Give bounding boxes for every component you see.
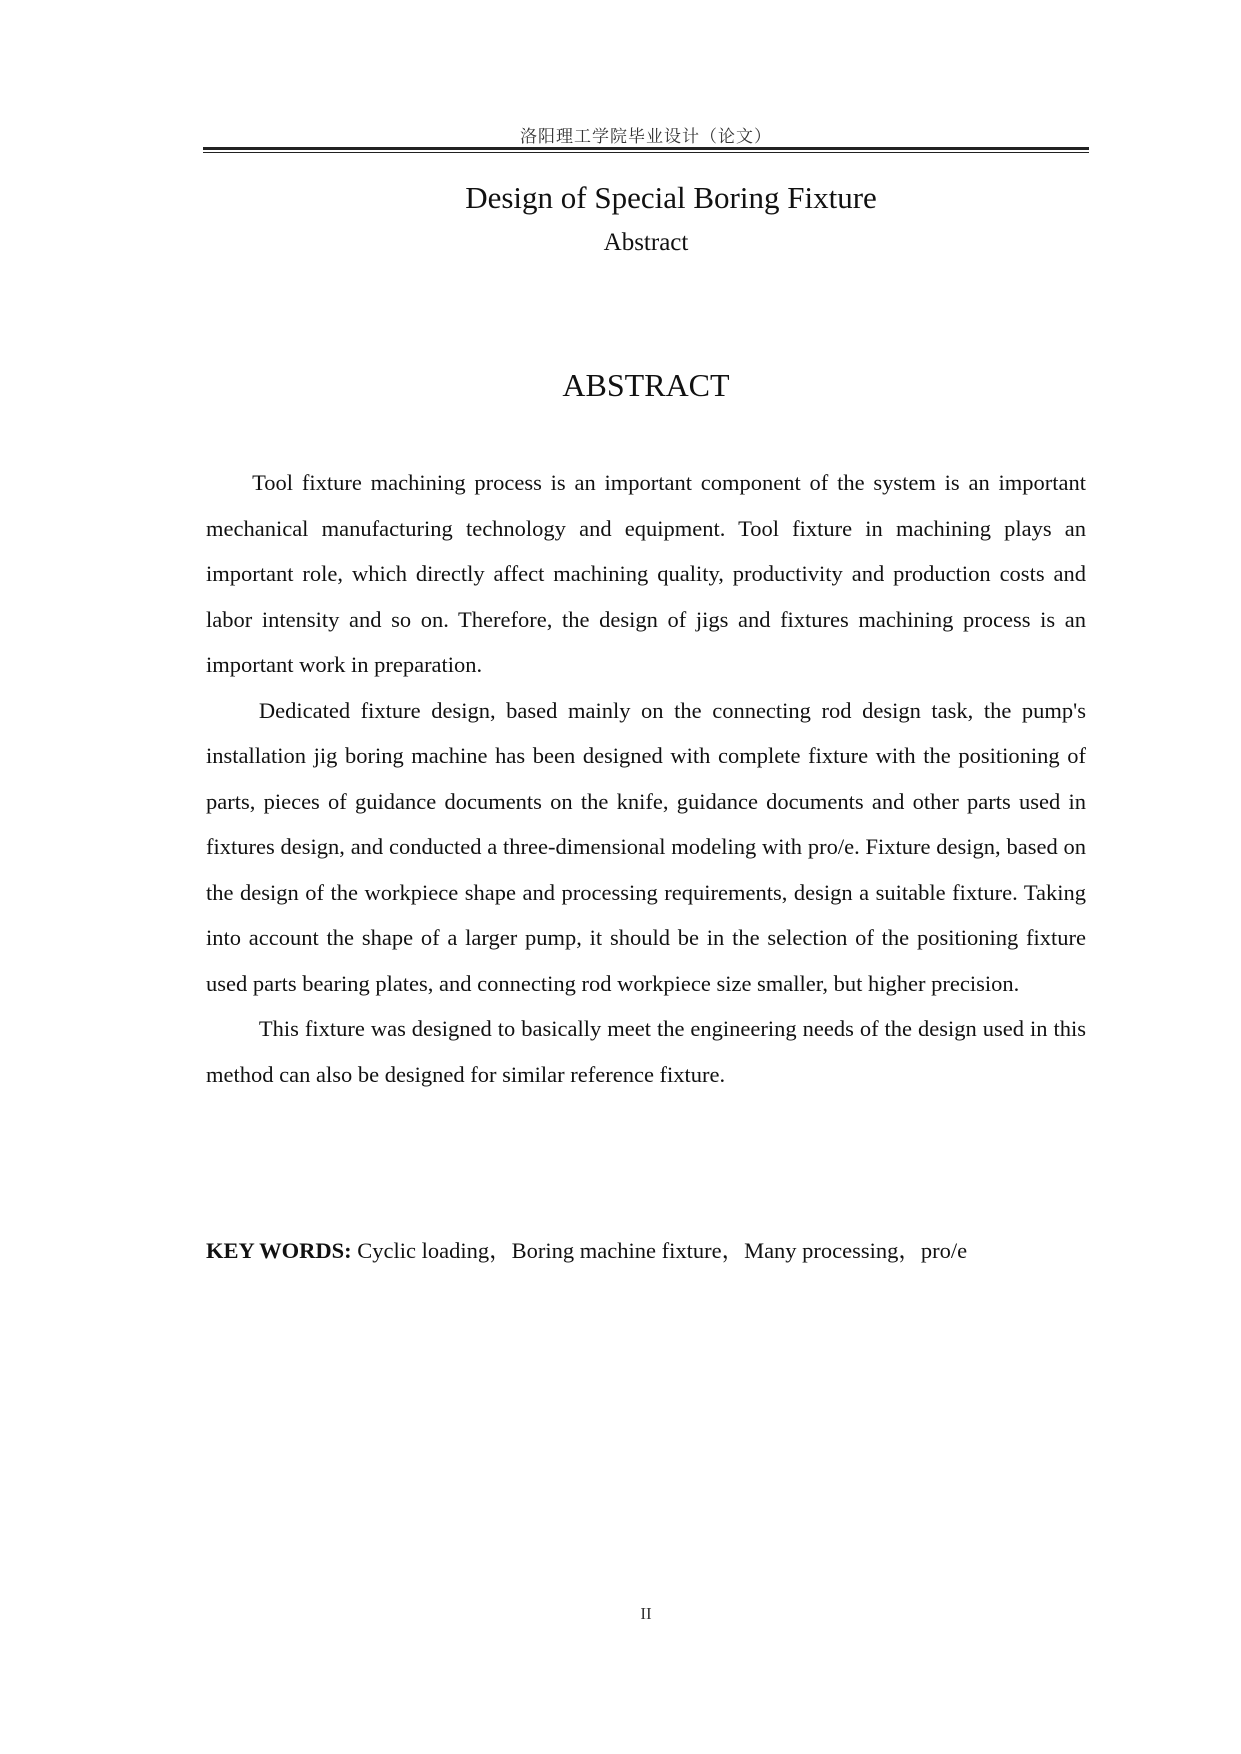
page-number: II — [640, 1604, 652, 1623]
abstract-paragraph-2: Dedicated fixture design, based mainly on the connecting rod design task, the pump's installation jig boring machine has been designed with complete fixture with the positioning of parts, pieces of guidance documents on the knife, guidance documents and other parts used in fixtures design, and conducted a three-dimensional modeling with pro/e. Fixture design, based on the design of the workpiece shape and processing requirements, design a suitable fixture. Taking into account the shape of a larger pump, it should be in the selection of the positioning fixture used parts bearing plates, and connecting rod workpiece size smaller, but higher precision. — [206, 697, 1086, 996]
abstract-paragraph-1: Tool fixture machining process is an important component of the system is an important mechanical manufacturing technology and equipment. Tool fixture in machining plays an important role, which directly affect machining quality, productivity and production costs and labor intensity and so on. Therefore, the design of jigs and fixtures machining process is an important work in preparation. — [206, 470, 1086, 677]
header-rule-thick — [203, 147, 1089, 150]
running-header: 洛阳理工学院毕业设计（论文） — [520, 127, 772, 146]
header-rule-thin — [203, 152, 1089, 153]
keywords-label: KEY WORDS: — [206, 1238, 352, 1263]
keywords-line — [206, 1236, 1086, 1266]
abstract-paragraph-3: This fixture was designed to basically meet the engineering needs of the design used in this method can also be designed for similar reference fixture. — [206, 1016, 1086, 1087]
document-title: Design of Special Boring Fixture — [465, 180, 877, 215]
document-subtitle: Abstract — [603, 229, 689, 256]
abstract-body — [206, 460, 1086, 1097]
keywords-text: Cyclic loading，Boring machine fixture，Many processing，pro/e — [351, 1238, 968, 1263]
abstract-heading: ABSTRACT — [562, 367, 730, 403]
